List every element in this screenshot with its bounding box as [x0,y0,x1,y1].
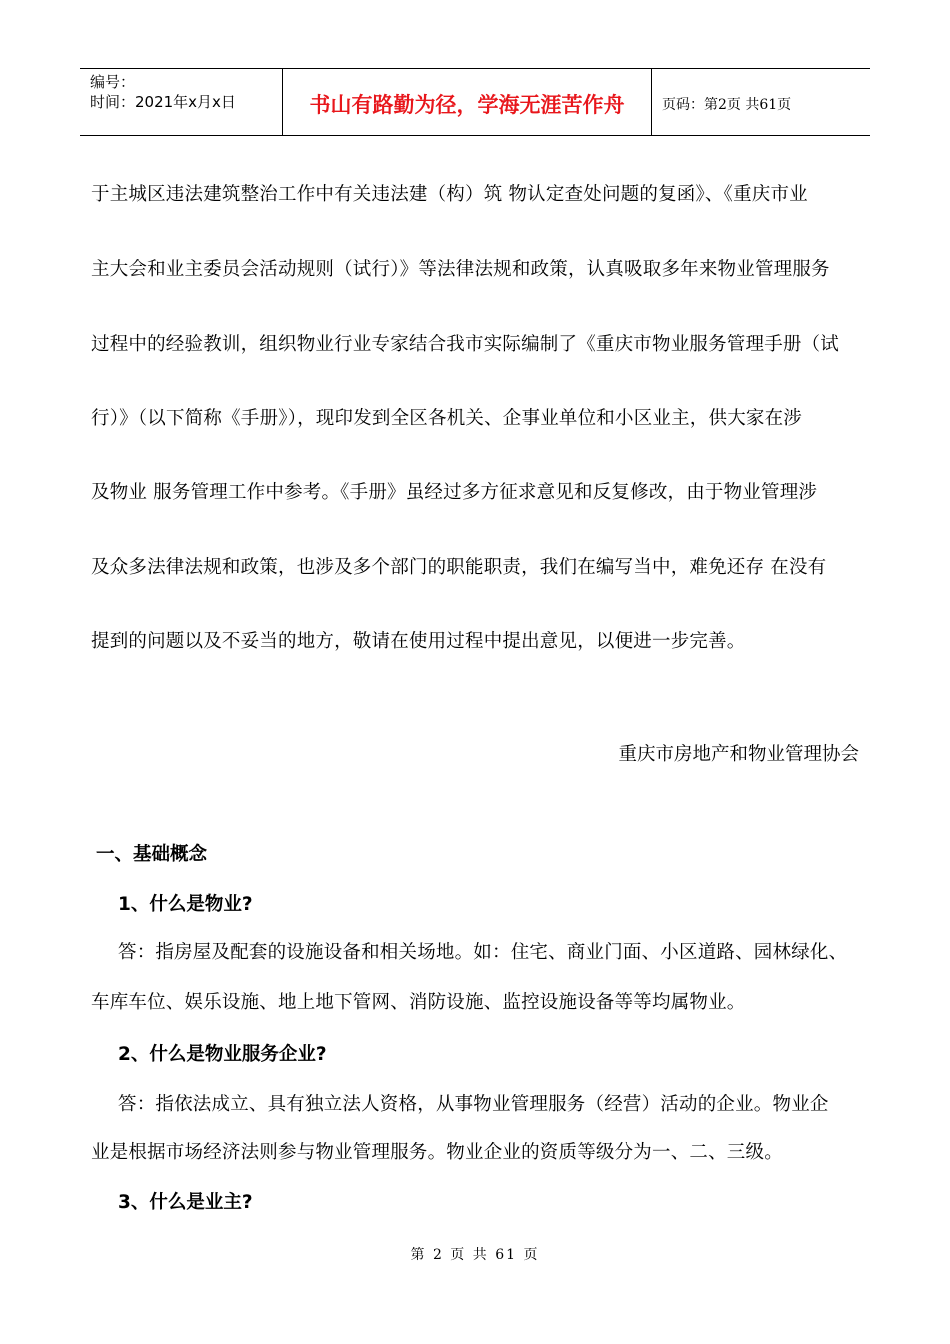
answer-2-line-1: 答：指依法成立、具有独立法人资格，从事物业管理服务（经营）活动的企业。物业企 [118,1094,829,1115]
intro-line-3: 过程中的经验教训，组织物业行业专家结合我市实际编制了《重庆市物业服务管理手册（试 [91,334,840,355]
page-footer: 第 2 页 共 61 页 [410,1247,540,1263]
header-left-cell [80,69,282,135]
signature: 重庆市房地产和物业管理协会 [618,744,859,765]
document-number-label: 编号： [90,73,136,91]
intro-line-1: 于主城区违法建筑整治工作中有关违法建（构）筑 物认定查处问题的复函》、《重庆市业 [91,184,808,205]
question-3: 3、什么是业主? [118,1192,253,1213]
answer-1-line-1: 答：指房屋及配套的设施设备和相关场地。如：住宅、商业门面、小区道路、园林绿化、 [118,942,848,963]
header-page-info: 页码：第2页 共61页 [662,97,792,113]
intro-line-5: 及物业 服务管理工作中参考。《手册》虽经过多方征求意见和反复修改，由于物业管理涉 [91,482,818,503]
intro-line-6: 及众多法律法规和政策，也涉及多个部门的职能职责，我们在编写当中，难免还存 在没有 [91,557,827,578]
question-1: 1、什么是物业? [118,894,253,915]
intro-line-4: 行）》（以下简称《手册》），现印发到全区各机关、企事业单位和小区业主，供大家在涉 [91,408,803,429]
header-table [80,68,870,136]
intro-line-7: 提到的问题以及不妥当的地方，敬请在使用过程中提出意见，以便进一步完善。 [91,631,746,652]
intro-line-2: 主大会和业主委员会活动规则（试行）》等法律法规和政策，认真吸取多年来物业管理服务 [91,259,830,280]
question-2: 2、什么是物业服务企业? [118,1044,327,1065]
answer-2-line-2: 业是根据市场经济法则参与物业管理服务。物业企业的资质等级分为一、二、三级。 [91,1142,783,1163]
header-motto: 书山有路勤为径，学海无涯苦作舟 [282,69,652,135]
section-title: 一、基础概念 [96,844,208,865]
document-date: 时间：2021年x月x日 [90,93,236,111]
answer-1-line-2: 车库车位、娱乐设施、地上地下管网、消防设施、监控设施设备等等均属物业。 [91,992,746,1013]
